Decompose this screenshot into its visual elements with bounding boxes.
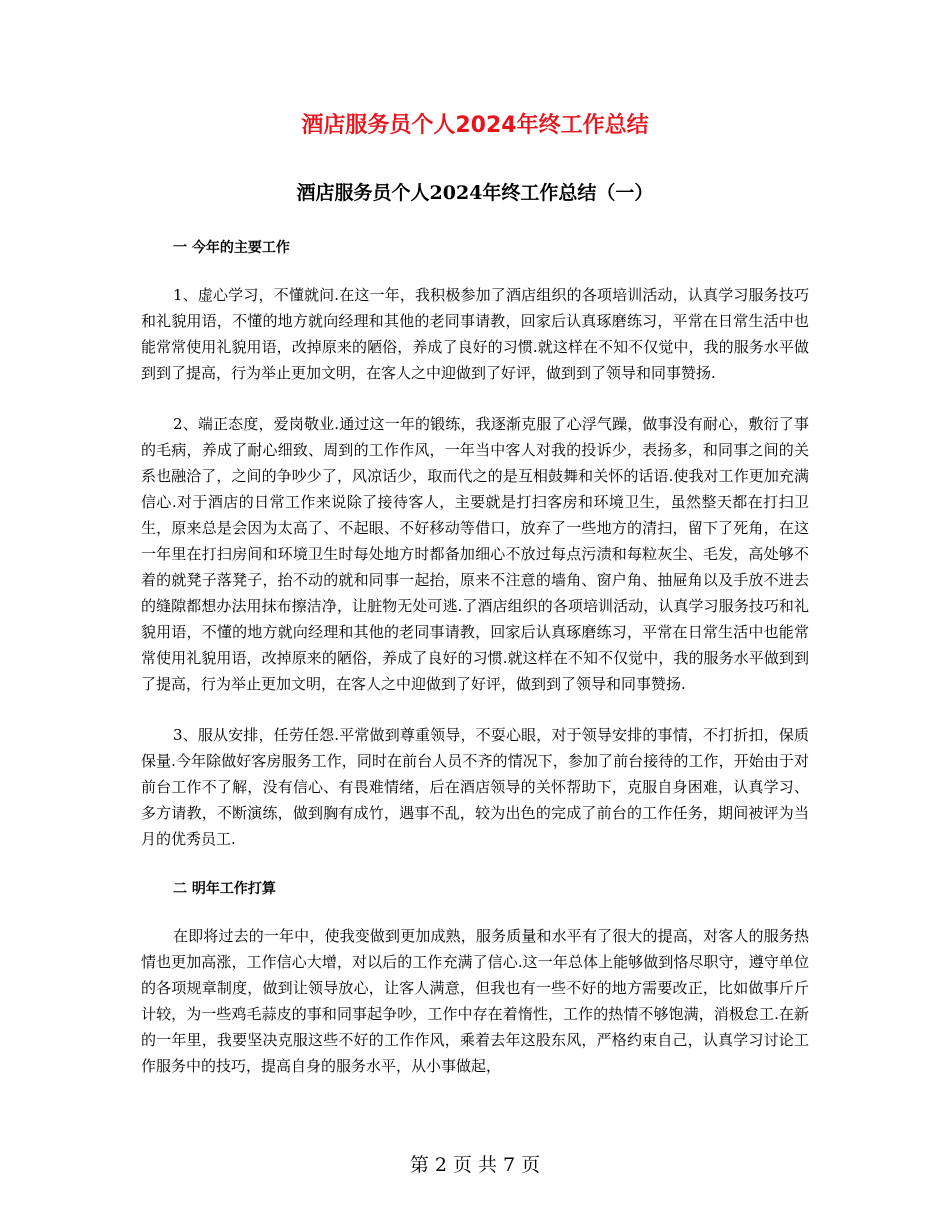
paragraph-next-year: 在即将过去的一年中，使我变做到更加成熟，服务质量和水平有了很大的提高，对客人的服务热情也更加高涨，工作信心大增，对以后的工作充满了信心.这一年总体上能够做到恪尽职守，遵守单位的各项规章制度，做到让领导放心，让客人满意，但我也有一些不好的地方需要改正，比如做事斤斤计较，为一些鸡毛蒜皮的事和同事起争吵，工作中存在着惰性，工作的热情不够饱满，消极怠工.在新的一年里，我要坚决克服这些不好的工作作风，乘着去年这股东风，严格约束自己，认真学习讨论工作服务中的技巧，提高自身的服务水平，从小事做起， [141,927,809,1075]
paragraph-attitude: 2、端正态度，爱岗敬业.通过这一年的锻练，我逐渐克服了心浮气躁，做事没有耐心，敷衍了事的毛病，养成了耐心细致、周到的工作作风，一年当中客人对我的投诉少，表扬多，和同事之间的关系也融洽了，之间的争吵少了，风凉话少，取而代之的是互相鼓舞和关怀的话语.使我对工作更加充满信心.对于酒店的日常工作来说除了接待客人，主要就是打扫客房和环境卫生，虽然整天都在打扫卫生，原来总是会因为太高了、不起眼、不好移动等借口，放弃了一些地方的清扫，留下了死角，在这一年里在打扫房间和环境卫生时每处地方时都备加细心不放过每点污渍和每粒灰尘、毛发，高处够不着的就凳子落凳子，抬不动的就和同事一起抬，原来不注意的墙角、窗户角、抽屉角以及手放不进去的缝隙都想办法用抹布擦洁净，让脏物无处可逃.了酒店组织的各项培训活动，认真学习服务技巧和礼貌用语，不懂的地方就向经理和其他的老同事请教，回家后认真琢磨练习，平常在日常生活中也能常常使用礼貌用语，改掉原来的陋俗，养成了良好的习惯.就这样在不知不仅觉中，我的服务水平做到到了提高，行为举止更加文明，在客人之中迎做到了好评，做到到了领导和同事赞扬. [141,415,809,693]
section-heading-main-work: 一 今年的主要工作 [173,240,290,256]
paragraph-learning: 1、虚心学习，不懂就问.在这一年，我积极参加了酒店组织的各项培训活动，认真学习服务技巧和礼貌用语，不懂的地方就向经理和其他的老同事请教，回家后认真琢磨练习，平常在日常生活中也能常常使用礼貌用语，改掉原来的陋俗，养成了良好的习惯.就这样在不知不仅觉中，我的服务水平做到到了提高，行为举止更加文明，在客人之中迎做到了好评，做到到了领导和同事赞扬. [141,286,809,382]
page-number-footer: 第 2 页 共 7 页 [409,1154,541,1176]
section-heading-next-year-plan: 二 明年工作打算 [173,881,276,897]
paragraph-obedience: 3、服从安排，任劳任怨.平常做到尊重领导，不耍心眼，对于领导安排的事情，不打折扣，保质保量.今年除做好客房服务工作，同时在前台人员不齐的情况下，参加了前台接待的工作，开始由于对前台工作不了解，没有信心、有畏难情绪，后在酒店领导的关怀帮助下，克服自身困难，认真学习、多方请教，不断演练，做到胸有成竹，遇事不乱，较为出色的完成了前台的工作任务，期间被评为当月的优秀员工. [141,726,809,848]
document-title: 酒店服务员个人2024年终工作总结 [301,113,649,138]
document-subtitle: 酒店服务员个人2024年终工作总结（一） [296,182,654,204]
document-body [141,236,809,1079]
